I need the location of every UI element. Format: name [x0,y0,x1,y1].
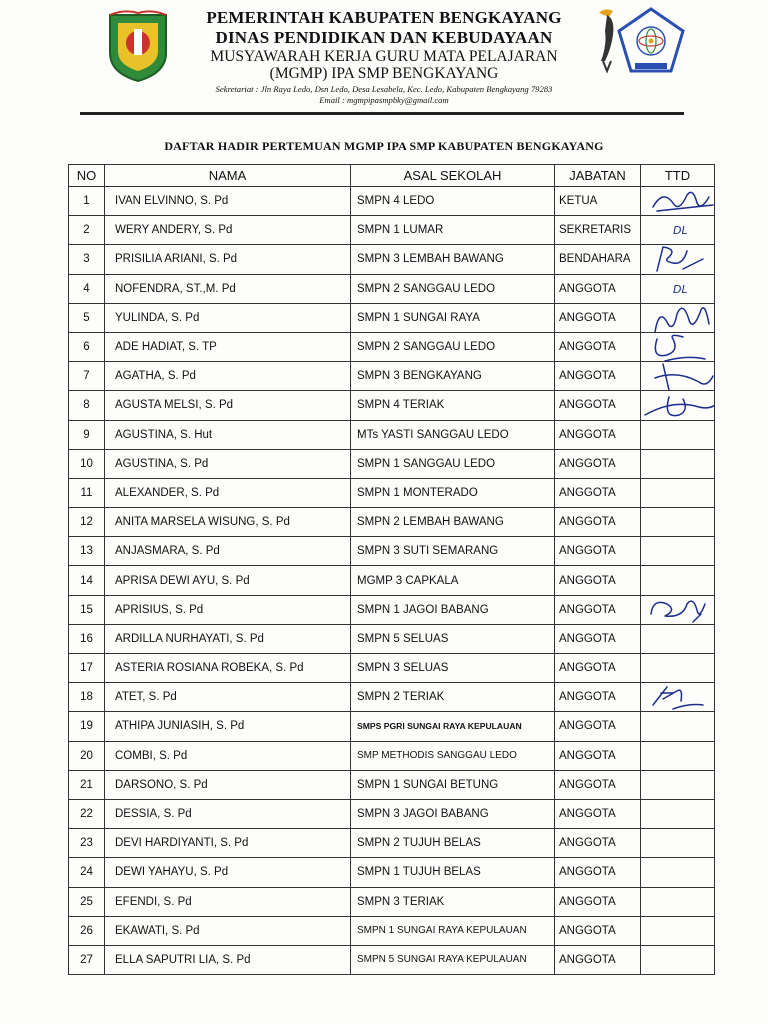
table-row [69,245,715,274]
handwritten-signature [643,683,715,712]
position: ANGGOTA [555,595,641,624]
signature-cell [641,829,715,858]
school-name: SMPN 1 MONTERADO [351,478,555,507]
table-row [69,478,715,507]
letterhead-email: Email : mgmpipasmpbky@gmail.com [319,95,449,105]
school-name: SMP METHODIS SANGGAU LEDO [351,741,555,770]
school-name: MGMP 3 CAPKALA [351,566,555,595]
table-row [69,799,715,828]
member-name: DEVI HARDIYANTI, S. Pd [105,829,351,858]
row-number: 21 [69,770,105,799]
member-name: EKAWATI, S. Pd [105,916,351,945]
header-ttd: TTD [641,165,715,187]
position: ANGGOTA [555,537,641,566]
school-name: SMPN 2 LEMBAH BAWANG [351,508,555,537]
school-name: SMPN 1 JAGOI BABANG [351,595,555,624]
signature-cell [641,303,715,332]
position: ANGGOTA [555,478,641,507]
member-name: ASTERIA ROSIANA ROBEKA, S. Pd [105,654,351,683]
position: ANGGOTA [555,362,641,391]
signature-cell [641,887,715,916]
member-name: PRISILIA ARIANI, S. Pd [105,245,351,274]
handwritten-signature [643,187,715,216]
signature-cell [641,683,715,712]
signature-cell [641,595,715,624]
handwritten-signature [643,216,715,245]
table-row [69,537,715,566]
row-number: 18 [69,683,105,712]
member-name: AGUSTA MELSI, S. Pd [105,391,351,420]
handwritten-signature [643,595,715,624]
header-no: NO [69,165,105,187]
member-name: APRISA DEWI AYU, S. Pd [105,566,351,595]
member-name: ALEXANDER, S. Pd [105,478,351,507]
row-number: 26 [69,916,105,945]
member-name: AGUSTINA, S. Hut [105,420,351,449]
position: ANGGOTA [555,829,641,858]
table-row [69,770,715,799]
position: ANGGOTA [555,508,641,537]
table-row [69,566,715,595]
school-name: SMPN 3 BENGKAYANG [351,362,555,391]
signature-cell [641,245,715,274]
row-number: 20 [69,741,105,770]
position: ANGGOTA [555,741,641,770]
school-name: SMPN 1 LUMAR [351,216,555,245]
row-number: 7 [69,362,105,391]
row-number: 9 [69,420,105,449]
row-number: 22 [69,799,105,828]
row-number: 17 [69,654,105,683]
table-row [69,595,715,624]
position: ANGGOTA [555,858,641,887]
position: ANGGOTA [555,683,641,712]
member-name: ELLA SAPUTRI LIA, S. Pd [105,945,351,974]
signature-cell [641,362,715,391]
document-title: DAFTAR HADIR PERTEMUAN MGMP IPA SMP KABUPATEN BENGKAYANG [164,139,604,153]
member-name: APRISIUS, S. Pd [105,595,351,624]
signature-initials: DL [673,224,688,238]
member-name: AGATHA, S. Pd [105,362,351,391]
position: ANGGOTA [555,420,641,449]
position: ANGGOTA [555,945,641,974]
signature-cell [641,332,715,361]
hornbill-icon [599,9,613,71]
school-name: SMPN 3 TERIAK [351,887,555,916]
row-number: 12 [69,508,105,537]
member-name: ARDILLA NURHAYATI, S. Pd [105,624,351,653]
school-name: SMPN 1 SUNGAI RAYA KEPULAUAN [351,916,555,945]
table-row [69,683,715,712]
member-name: ANITA MARSELA WISUNG, S. Pd [105,508,351,537]
member-name: YULINDA, S. Pd [105,303,351,332]
school-name: SMPN 3 JAGOI BABANG [351,799,555,828]
row-number: 24 [69,858,105,887]
table-row [69,391,715,420]
table-row [69,916,715,945]
signature-cell [641,187,715,216]
table-row [69,449,715,478]
position: ANGGOTA [555,566,641,595]
school-name: SMPN 3 SUTI SEMARANG [351,537,555,566]
school-name: SMPN 3 LEMBAH BAWANG [351,245,555,274]
letterhead-subtitle: (MGMP) IPA SMP BENGKAYANG [269,65,499,82]
position: KETUA [555,187,641,216]
table-row [69,508,715,537]
row-number: 15 [69,595,105,624]
letterhead-divider [80,112,684,115]
position: ANGGOTA [555,332,641,361]
member-name: DEWI YAHAYU, S. Pd [105,858,351,887]
school-name: SMPN 3 SELUAS [351,654,555,683]
position: ANGGOTA [555,654,641,683]
table-header-row [69,165,715,187]
table-row [69,712,715,741]
member-name: ATET, S. Pd [105,683,351,712]
signature-cell [641,449,715,478]
row-number: 13 [69,537,105,566]
member-name: WERY ANDERY, S. Pd [105,216,351,245]
position: BENDAHARA [555,245,641,274]
member-name: IVAN ELVINNO, S. Pd [105,187,351,216]
table-row [69,829,715,858]
school-name: SMPN 1 SUNGAI BETUNG [351,770,555,799]
letterhead-address: Sekretariat : Jln Raya Ledo, Dsn Ledo, Desa Lesabela, Kec. Ledo, Kabupaten Bengkayang 79283 [215,84,553,94]
row-number: 2 [69,216,105,245]
handwritten-signature [643,303,715,332]
school-name: SMPN 5 SUNGAI RAYA KEPULAUAN [351,945,555,974]
table-row [69,362,715,391]
table-row [69,187,715,216]
row-number: 1 [69,187,105,216]
row-number: 4 [69,274,105,303]
handwritten-signature [643,274,715,303]
table-row [69,332,715,361]
table-row [69,741,715,770]
table-row [69,945,715,974]
member-name: DARSONO, S. Pd [105,770,351,799]
signature-cell [641,770,715,799]
member-name: ATHIPA JUNIASIH, S. Pd [105,712,351,741]
school-name: SMPN 5 SELUAS [351,624,555,653]
signature-cell [641,478,715,507]
school-name: MTs YASTI SANGGAU LEDO [351,420,555,449]
member-name: ADE HADIAT, S. TP [105,332,351,361]
signature-cell [641,945,715,974]
signature-cell [641,916,715,945]
position: ANGGOTA [555,391,641,420]
row-number: 11 [69,478,105,507]
school-name: SMPN 2 SANGGAU LEDO [351,274,555,303]
letterhead [0,0,768,120]
header-asal-sekolah: ASAL SEKOLAH [351,165,555,187]
row-number: 16 [69,624,105,653]
member-name: ANJASMARA, S. Pd [105,537,351,566]
table-row [69,624,715,653]
position: ANGGOTA [555,799,641,828]
letterhead-government: PEMERINTAH KABUPATEN BENGKAYANG [206,8,562,27]
table-row [69,420,715,449]
handwritten-signature [643,391,715,420]
row-number: 14 [69,566,105,595]
table-row [69,858,715,887]
signature-cell [641,420,715,449]
header-jabatan: JABATAN [555,165,641,187]
school-name: SMPN 1 SUNGAI RAYA [351,303,555,332]
row-number: 19 [69,712,105,741]
position: SEKRETARIS [555,216,641,245]
member-name: EFENDI, S. Pd [105,887,351,916]
signature-cell [641,216,715,245]
row-number: 25 [69,887,105,916]
school-name: SMPN 2 TERIAK [351,683,555,712]
school-name: SMPN 1 SANGGAU LEDO [351,449,555,478]
school-name: SMPN 4 LEDO [351,187,555,216]
school-name: SMPN 1 TUJUH BELAS [351,858,555,887]
row-number: 23 [69,829,105,858]
handwritten-signature [643,332,715,361]
member-name: COMBI, S. Pd [105,741,351,770]
attendance-table [68,164,715,975]
signature-cell [641,741,715,770]
table-row [69,274,715,303]
signature-cell [641,537,715,566]
position: ANGGOTA [555,274,641,303]
signature-cell [641,274,715,303]
position: ANGGOTA [555,770,641,799]
header-nama: NAMA [105,165,351,187]
signature-initials: DL [673,282,688,296]
signature-cell [641,799,715,828]
letterhead-department: DINAS PENDIDIKAN DAN KEBUDAYAAN [215,28,553,47]
signature-cell [641,391,715,420]
row-number: 6 [69,332,105,361]
position: ANGGOTA [555,712,641,741]
handwritten-signature [643,245,715,274]
letterhead-organization: MUSYAWARAH KERJA GURU MATA PELAJARAN [210,48,558,65]
table-row [69,887,715,916]
member-name: NOFENDRA, ST.,M. Pd [105,274,351,303]
signature-cell [641,624,715,653]
row-number: 8 [69,391,105,420]
table-row [69,654,715,683]
row-number: 5 [69,303,105,332]
position: ANGGOTA [555,449,641,478]
school-name: SMPN 2 SANGGAU LEDO [351,332,555,361]
table-row [69,303,715,332]
signature-cell [641,508,715,537]
position: ANGGOTA [555,887,641,916]
position: ANGGOTA [555,916,641,945]
school-name: SMPS PGRI SUNGAI RAYA KEPULAUAN [351,712,555,741]
signature-cell [641,566,715,595]
member-name: AGUSTINA, S. Pd [105,449,351,478]
signature-cell [641,712,715,741]
member-name: DESSIA, S. Pd [105,799,351,828]
signature-cell [641,654,715,683]
school-name: SMPN 2 TUJUH BELAS [351,829,555,858]
position: ANGGOTA [555,624,641,653]
table-row [69,216,715,245]
position: ANGGOTA [555,303,641,332]
row-number: 27 [69,945,105,974]
handwritten-signature [643,362,715,391]
regency-coat-of-arms-icon [104,9,172,83]
mgmp-ipa-emblem-icon [595,5,687,85]
school-name: SMPN 4 TERIAK [351,391,555,420]
row-number: 3 [69,245,105,274]
signature-cell [641,858,715,887]
row-number: 10 [69,449,105,478]
